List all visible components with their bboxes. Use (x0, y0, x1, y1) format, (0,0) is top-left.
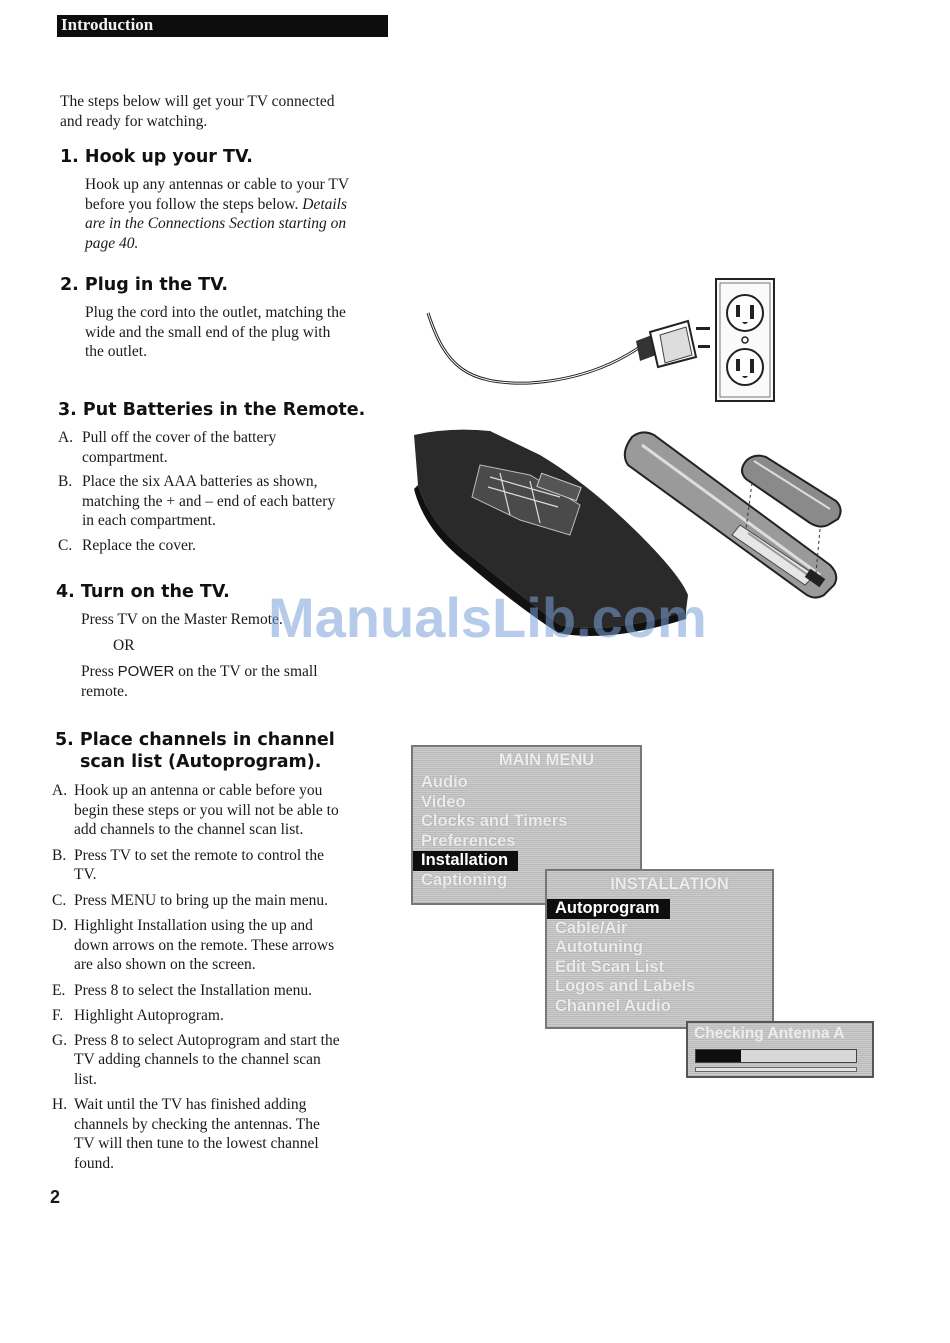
step5-heading (55, 729, 395, 773)
item-line: Press TV to set the remote to control the (74, 846, 324, 864)
step4-text: on the TV or the small (178, 663, 318, 680)
step5-heading-line: 5. Place channels in channel (55, 730, 335, 750)
item-line: begin these steps or you will not be able to (74, 801, 339, 819)
step2-line: wide and the small end of the plug with (85, 323, 331, 341)
step1-line: Hook up any antennas or cable to your TV (85, 176, 350, 193)
step2-body (85, 303, 395, 362)
item-line: Pull off the cover of the battery (82, 429, 277, 446)
main-menu-item[interactable]: Preferences (421, 831, 516, 850)
item-line: Wait until the TV has finished adding (74, 1096, 307, 1113)
power-label: POWER (117, 663, 175, 680)
step5-list (52, 781, 392, 1178)
item-text: Replace the cover. (82, 536, 197, 554)
list-item (52, 1006, 392, 1026)
item-text (72, 846, 392, 885)
step5-heading-line: scan list (Autoprogram). (80, 752, 322, 772)
step3-heading: 3. Put Batteries in the Remote. (58, 400, 366, 420)
intro-paragraph (60, 92, 390, 131)
item-letter: B. (52, 846, 67, 864)
step1-line (85, 195, 395, 215)
step4-text: Press (81, 663, 114, 680)
item-line: compartment. (82, 448, 168, 466)
section-header-bar (57, 15, 388, 37)
list-item (58, 472, 388, 531)
autoprogram-progress-box (686, 1021, 874, 1078)
item-text (72, 1006, 392, 1026)
item-line: found. (74, 1154, 115, 1172)
item-line: are also shown on the screen. (74, 956, 256, 973)
item-line: TV adding channels to the channel scan (74, 1051, 321, 1068)
item-line: down arrows on the remote. These arrows (74, 936, 335, 954)
item-line: Hook up an antenna or cable before you (74, 782, 323, 799)
page-number: 2 (50, 1187, 61, 1207)
item-line: Press MENU to bring up the main menu. (74, 891, 329, 909)
intro-line: and ready for watching. (60, 112, 208, 130)
step1-line: are in the Connections Section starting on (85, 215, 347, 232)
list-item (52, 916, 392, 975)
step1-body (85, 175, 395, 253)
step3-list (58, 428, 388, 555)
step2-heading: 2. Plug in the TV. (60, 275, 229, 295)
item-line: list. (74, 1070, 97, 1088)
installation-menu-screen (545, 869, 774, 1029)
installation-menu-item[interactable]: Edit Scan List (555, 957, 665, 976)
item-letter: C. (58, 536, 73, 554)
progress-fill (696, 1050, 741, 1062)
main-menu-item[interactable]: Audio (421, 773, 468, 791)
item-line: add channels to the channel scan list. (74, 821, 304, 838)
item-letter: G. (52, 1031, 68, 1049)
item-line: Press 8 to select Autoprogram and start the (74, 1031, 340, 1049)
installation-menu-item[interactable]: Autotuning (555, 938, 643, 956)
item-line: Place the six AAA batteries as shown, (82, 473, 318, 490)
step1-line: page 40. (85, 234, 139, 252)
installation-menu-item[interactable]: Autoprogram (547, 899, 670, 919)
item-line: TV. (74, 866, 97, 883)
main-menu-item[interactable]: Installation (413, 851, 518, 871)
item-line: Highlight Autoprogram. (74, 1007, 224, 1024)
step1-heading: 1. Hook up your TV. (60, 147, 253, 167)
step4-line: Press TV on the Master Remote. (81, 611, 283, 628)
progress-track-secondary (695, 1067, 857, 1072)
item-line: Highlight Installation using the up and (74, 917, 313, 934)
list-item (52, 1095, 392, 1173)
main-menu-item[interactable]: Clocks and Timers (421, 812, 568, 830)
installation-menu-list (547, 899, 772, 1016)
item-letter: F. (52, 1007, 64, 1024)
progress-track (695, 1049, 857, 1063)
watermark: ManualsLib.com (268, 586, 707, 649)
step2-line: Plug the cord into the outlet, matching the (85, 304, 346, 321)
list-item (52, 981, 392, 1001)
list-item (58, 536, 388, 556)
item-text (72, 781, 392, 840)
step4-line: remote. (81, 682, 128, 700)
list-item (52, 1031, 392, 1090)
step4-line (81, 662, 381, 682)
step1-line-plain: before you follow the steps below. (85, 195, 299, 213)
item-line: Press 8 to select the Installation menu. (74, 981, 313, 999)
intro-line: The steps below will get your TV connected (60, 93, 335, 110)
item-text (78, 428, 388, 467)
plug-outlet-illustration (420, 275, 780, 405)
item-text (72, 916, 392, 975)
step4-or: OR (113, 637, 135, 654)
item-letter: H. (52, 1096, 68, 1113)
item-letter: C. (52, 891, 67, 909)
list-item (52, 781, 392, 840)
item-text (72, 981, 392, 1001)
item-text (72, 891, 392, 911)
item-line: matching the + and – end of each battery (82, 492, 336, 510)
plug-icon (636, 321, 710, 367)
main-menu-item[interactable]: Captioning (421, 870, 508, 889)
item-line: in each compartment. (82, 512, 216, 529)
item-letter: A. (52, 782, 68, 799)
main-menu-title: MAIN MENU (498, 751, 595, 769)
item-line: channels by checking the antennas. The (74, 1115, 320, 1133)
outlet-icon (716, 279, 774, 401)
step4-body (81, 662, 381, 701)
item-text (72, 1031, 392, 1090)
list-item (52, 891, 392, 911)
item-text (72, 1095, 392, 1173)
list-item (58, 428, 388, 467)
installation-menu-item[interactable]: Cable/Air (555, 918, 628, 937)
step2-line: the outlet. (85, 343, 147, 360)
section-title: Introduction (61, 15, 154, 34)
item-text (78, 472, 388, 531)
installation-menu-title: INSTALLATION (610, 875, 729, 893)
installation-menu-item[interactable]: Logos and Labels (555, 977, 696, 995)
list-item (52, 846, 392, 885)
item-letter: B. (58, 473, 73, 490)
step4-heading: 4. Turn on the TV. (56, 582, 230, 602)
installation-menu-item[interactable]: Channel Audio (555, 996, 671, 1015)
step1-line-italic: Details (302, 195, 348, 213)
item-letter: D. (52, 917, 68, 934)
item-letter: E. (52, 981, 66, 999)
main-menu-item[interactable]: Video (421, 792, 466, 811)
item-letter: A. (58, 429, 74, 446)
progress-label: Checking Antenna A (694, 1025, 845, 1042)
item-line: TV will then tune to the lowest channel (74, 1135, 319, 1152)
